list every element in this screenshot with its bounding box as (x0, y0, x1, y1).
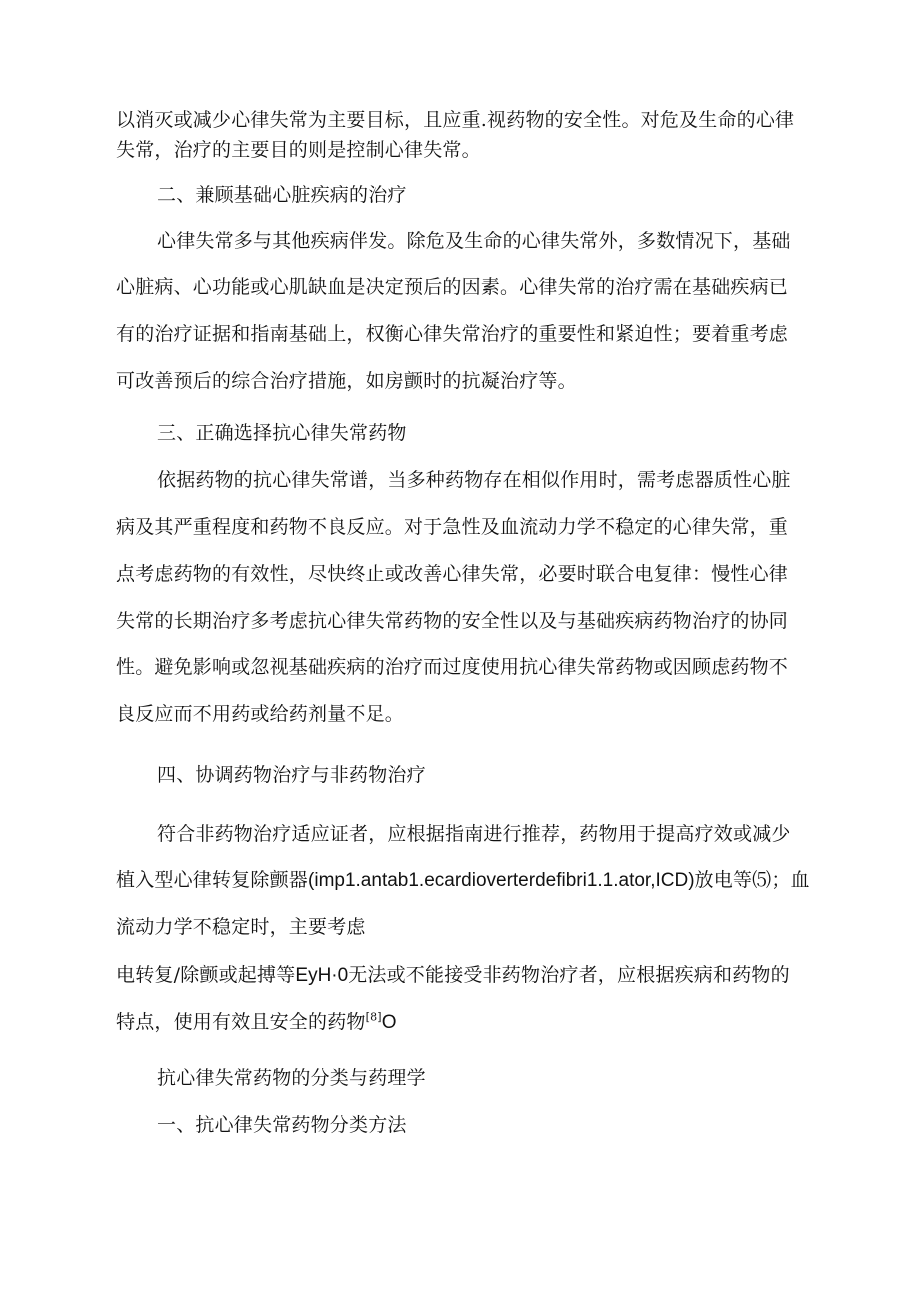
icd-term: (imp1.antab1.ecardioverterdefibri1.1.ator,ICD) (308, 870, 695, 891)
paragraph-4-line-4-text: 电转复/除颤或起搏等 (116, 964, 296, 986)
paragraph-2-line-1: 心律失常多与其他疾病伴发。除危及生命的心律失常外，多数情况下，基础 (157, 230, 791, 252)
paragraph-4-line-4 (116, 963, 790, 988)
heading-2: 二、兼顾基础心脏疾病的治疗 (157, 184, 407, 206)
paragraph-3-line-5: 性。避免影响或忽视基础疾病的治疗而过度使用抗心律失常药物或因顾虑药物不 (116, 656, 789, 678)
paragraph-2-line-3: 有的治疗证据和指南基础上，权衡心律失常治疗的重要性和紧迫性；要着重考虑 (116, 323, 789, 345)
paragraph-3-line-4: 失常的长期治疗多考虑抗心律失常药物的安全性以及与基础疾病药物治疗的协同 (116, 610, 789, 632)
paragraph-3-line-6: 良反应而不用药或给药剂量不足。 (116, 703, 405, 725)
paragraph-3-line-1: 依据药物的抗心律失常谱，当多种药物存在相似作用时，需考虑器质性心脏 (157, 469, 791, 491)
section-title: 抗心律失常药物的分类与药理学 (157, 1067, 426, 1089)
paragraph-1-line-1: 以消灭或减少心律失常为主要目标，且应重.视药物的安全性。对危及生命的心律 (116, 109, 795, 131)
citation-ref-8: [8] (365, 1010, 382, 1024)
paragraph-4-line-2-end: ；血 (771, 869, 810, 891)
paragraph-3-line-3: 点考虑药物的有效性，尽快终止或改善心律失常，必要时联合电复律：慢性心律 (116, 563, 789, 585)
paragraph-4-line-2-text-post: 放电等 (694, 869, 753, 891)
paragraph-4-line-3: 流动力学不稳定时，主要考虑 (116, 916, 366, 938)
garbled-term: EyH·0 (295, 965, 349, 986)
paragraph-3-line-2: 病及其严重程度和药物不良反应。对于急性及血流动力学不稳定的心律失常，重 (116, 516, 789, 538)
heading-4: 四、协调药物治疗与非药物治疗 (157, 764, 426, 786)
paragraph-2-line-2: 心脏病、心功能或心肌缺血是决定预后的因素。心律失常的治疗需在基础疾病已 (116, 276, 789, 298)
paragraph-2-line-4: 可改善预后的综合治疗措施，如房颤时的抗凝治疗等。 (116, 370, 577, 392)
citation-ref-5: ⑸ (752, 869, 772, 891)
paragraph-4-line-5-text: 特点，使用有效且安全的药物 (116, 1011, 366, 1033)
paragraph-4-line-2-text: 植入型心律转复除颤器 (116, 869, 309, 891)
paragraph-4-line-5-end: O (381, 1012, 397, 1033)
paragraph-1-line-2: 失常，治疗的主要目的则是控制心律失常。 (116, 139, 481, 161)
paragraph-4-line-5 (116, 1010, 397, 1035)
paragraph-4-line-1: 符合非药物治疗适应证者，应根据指南进行推荐，药物用于提高疗效或减少 (157, 823, 791, 845)
paragraph-4-line-2 (116, 868, 810, 893)
heading-3: 三、正确选择抗心律失常药物 (157, 422, 407, 444)
subheading-1: 一、抗心律失常药物分类方法 (157, 1114, 407, 1136)
paragraph-4-line-4-text-post: 无法或不能接受非药物治疗者，应根据疾病和药物的 (348, 964, 790, 986)
